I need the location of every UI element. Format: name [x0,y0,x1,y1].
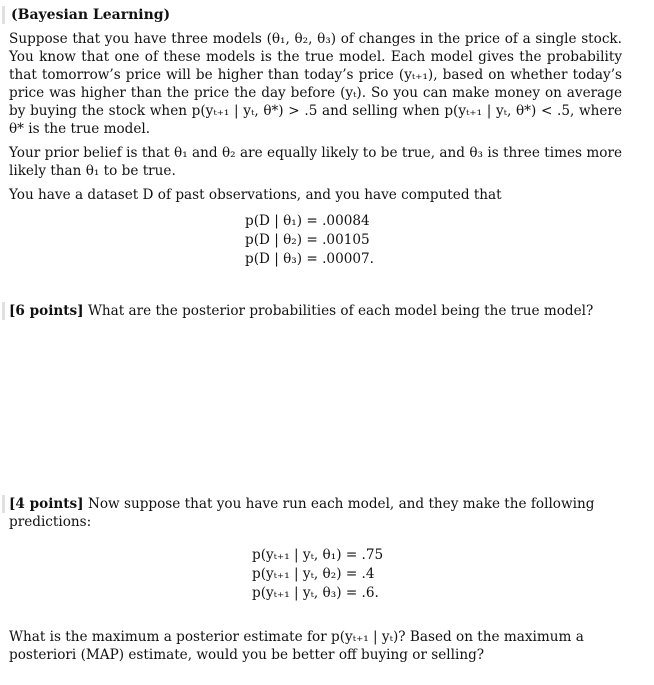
intro-paragraph: Suppose that you have three models (θ₁, θ₂, θ₃) of changes in the price of a single stock. You know that one of these models is the true model. Each model gives the probability that tomorrow’s price will be higher than today’s price (yₜ₊₁), based on whether today’s price was higher than the price the day before (yₜ). So you can make money on average by buying the stock when p(yₜ₊₁ | yₜ, θ*) > .5 and selling when p(yₜ₊₁ | yₜ, θ*) < .5, where θ* is the true model. [9,31,622,137]
question-1-text: What are the posterior probabilities of each model being the true model? [87,303,594,319]
prediction-theta3: p(yₜ₊₁ | yₜ, θ₃) = .6. [252,585,379,601]
question-2-text: Now suppose that you have run each model, and they make the following predictions: [9,496,595,530]
prior-paragraph: Your prior belief is that θ₁ and θ₂ are equally likely to be true, and θ₃ is three times more likely than θ₁ to be true. [9,145,622,179]
final-paragraph: What is the maximum a posterior estimate for p(yₜ₊₁ | yₜ)? Based on the maximum a posteriori (MAP) estimate, would you be better off buying or selling? [9,629,584,663]
prediction-equations [252,546,622,603]
problem-page [9,6,622,663]
likelihood-theta1: p(D | θ₁) = .00084 [245,213,370,229]
final-question [9,628,622,664]
prediction-theta2: p(yₜ₊₁ | yₜ, θ₂) = .4 [252,566,375,582]
question-2 [9,495,622,531]
question-1-points: [6 points] [9,303,84,319]
likelihood-theta2: p(D | θ₂) = .00105 [245,232,370,248]
likelihood-equations [245,212,622,269]
question-2-points: [4 points] [9,496,84,512]
dataset-paragraph: You have a dataset D of past observations, and you have computed that [9,187,502,203]
question-1 [9,302,622,320]
problem-title: (Bayesian Learning) [11,7,171,23]
prediction-theta1: p(yₜ₊₁ | yₜ, θ₁) = .75 [252,547,384,563]
margin-marker [2,495,5,513]
margin-marker [2,6,5,24]
margin-marker [2,302,5,320]
likelihood-theta3: p(D | θ₃) = .00007. [245,251,374,267]
prediction-block [9,546,622,613]
